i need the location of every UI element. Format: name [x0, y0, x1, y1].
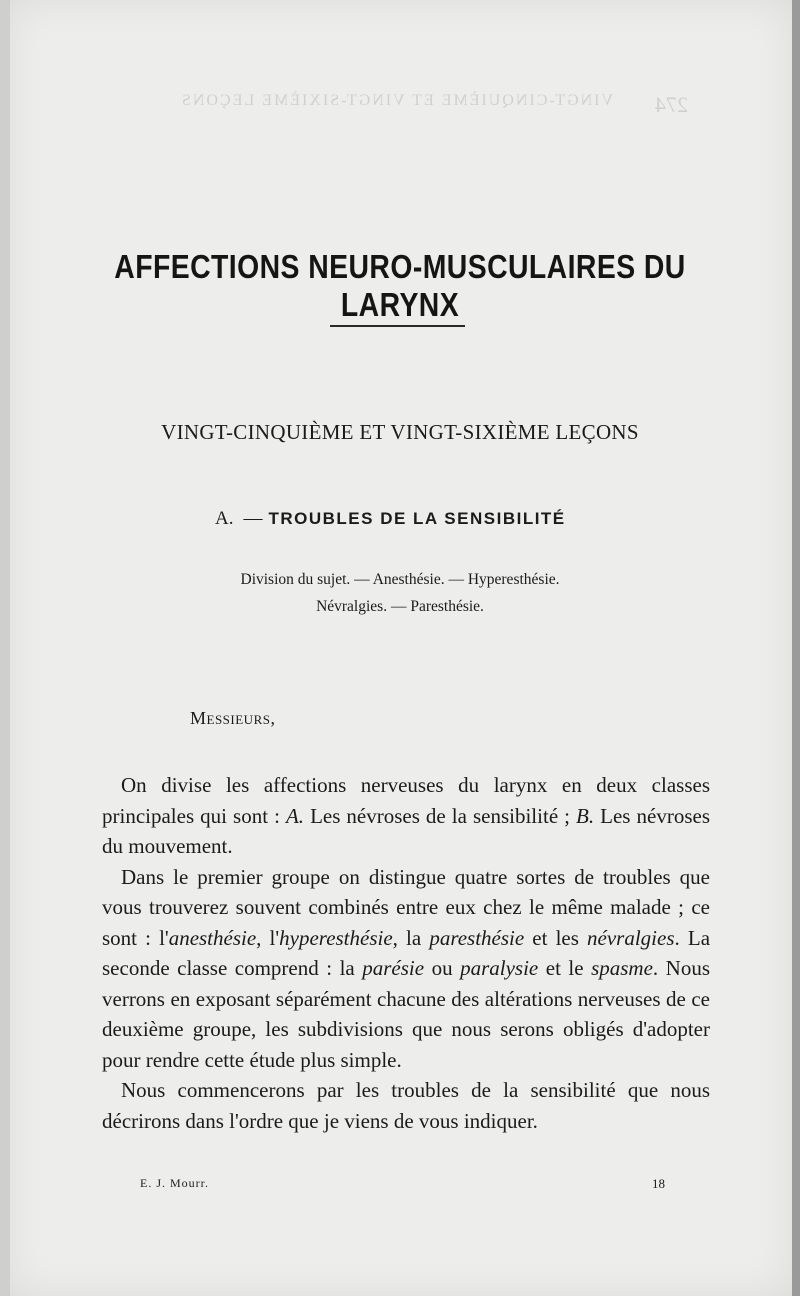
- title-rule: [330, 325, 465, 327]
- body-text: [102, 770, 710, 1136]
- section-letter: A.: [215, 508, 234, 529]
- italic-run: hyperesthésie: [279, 925, 393, 950]
- page-right-edge: [792, 0, 800, 1296]
- text-run: et les: [524, 925, 588, 950]
- paragraph-1: [102, 770, 710, 862]
- text-run: ou: [424, 956, 461, 980]
- section-heading: [215, 508, 566, 530]
- page-left-edge: [0, 0, 10, 1296]
- text-run: . Nous verrons en exposant séparément chacune des altérations nerveuses de ce deuxième groupe, les subdivisions que nous serons obligés d'adopter pour rendre cette étude plus simple.: [102, 956, 711, 1072]
- text-run: Dans le premier groupe on distingue quatre sortes de troubles que vous trouverez souvent combinés entre eux chez le même malade ; ce sont : l': [102, 864, 710, 950]
- summary-line-2: Névralgies. — Paresthésie.: [316, 598, 484, 615]
- text-run: , l': [256, 925, 280, 950]
- italic-run: névralgies: [587, 925, 675, 950]
- text-run: . La seconde classe comprend : la: [102, 925, 711, 980]
- text-run: On divise les affections nerveuses du larynx en deux classes principales qui sont :: [102, 773, 710, 828]
- salutation: Messieurs,: [190, 708, 276, 728]
- italic-run: B.: [576, 803, 595, 828]
- section-name: TROUBLES DE LA SENSIBILITÉ: [268, 509, 566, 528]
- paragraph-2: [102, 862, 710, 1076]
- italic-run: A.: [285, 803, 305, 828]
- text-run: Les névroses du mouvement.: [102, 803, 710, 858]
- text-run: et le: [538, 956, 592, 980]
- italic-run: spasme: [591, 956, 653, 980]
- italic-run: parésie: [362, 956, 425, 980]
- italic-run: paresthésie: [429, 925, 525, 950]
- paragraph-3: Nous commencerons par les troubles de la sensibilité que nous décrirons dans l'ordre que je viens de vous indiquer.: [102, 1078, 710, 1133]
- bleed-through-header: VINGT-CINQUIÈME ET VINGT-SIXIÈME LEÇONS: [180, 92, 614, 109]
- bleed-through-page-number: 274: [655, 92, 688, 117]
- text-run: Les névroses de la sensibilité ;: [304, 803, 577, 828]
- lecons-heading: VINGT-CINQUIÈME ET VINGT-SIXIÈME LEÇONS: [161, 420, 639, 444]
- chapter-title: AFFECTIONS NEURO-MUSCULAIRES DU LARYNX: [114, 248, 686, 323]
- summary-line-1: Division du sujet. — Anesthésie. — Hyperesthésie.: [240, 571, 560, 588]
- sheet-number: 18: [652, 1176, 665, 1191]
- section-dash: —: [243, 508, 263, 529]
- text-run: , la: [392, 925, 430, 950]
- italic-run: anesthésie: [168, 925, 257, 950]
- printer-signature: E. J. Mourr.: [140, 1176, 209, 1190]
- italic-run: paralysie: [460, 956, 539, 980]
